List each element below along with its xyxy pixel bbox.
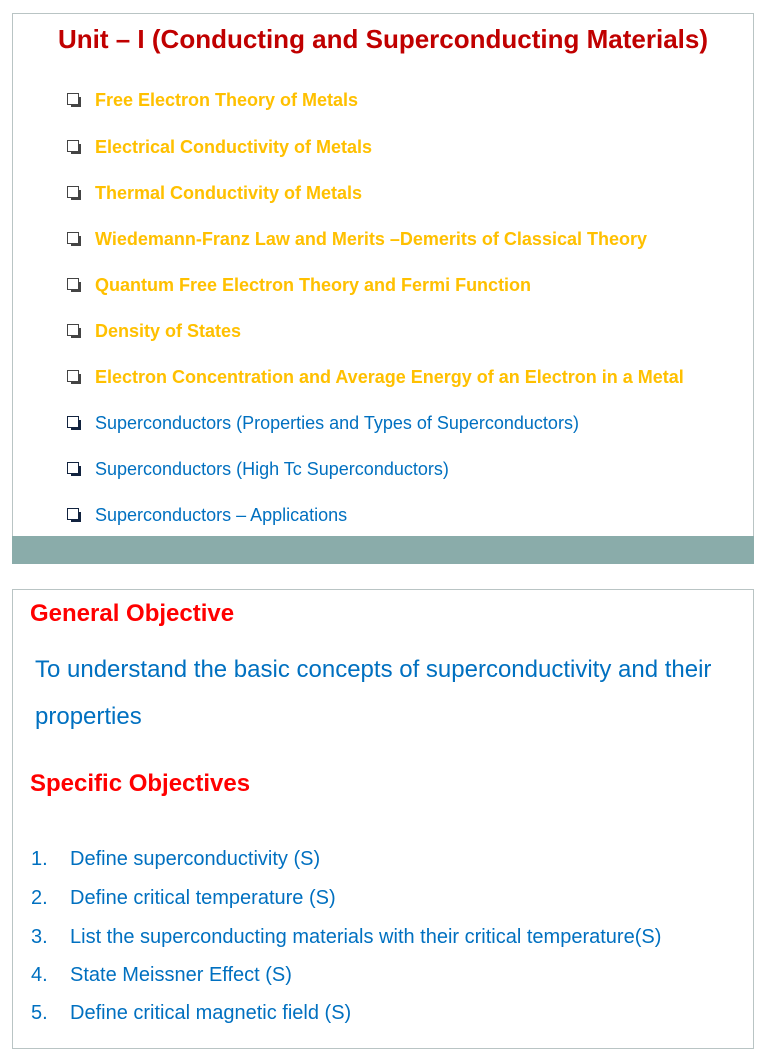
topic-label: Wiedemann-Franz Law and Merits –Demerits of Classical Theory bbox=[95, 229, 647, 249]
checkbox-bullet-icon bbox=[67, 93, 79, 105]
topic-label: Superconductors – Applications bbox=[95, 505, 348, 525]
item-number: 1. bbox=[31, 848, 48, 870]
topic-label: Free Electron Theory of Metals bbox=[95, 90, 359, 110]
checkbox-bullet-icon bbox=[67, 278, 79, 290]
item-number: 5. bbox=[31, 1002, 48, 1024]
checkbox-bullet-icon bbox=[67, 416, 79, 428]
checkbox-bullet-icon bbox=[67, 370, 79, 382]
checkbox-bullet-icon bbox=[67, 232, 79, 244]
checkbox-bullet-icon bbox=[67, 462, 79, 474]
item-number: 4. bbox=[31, 964, 48, 986]
topic-label: Density of States bbox=[95, 321, 242, 341]
item-text: Define critical temperature (S) bbox=[70, 887, 336, 909]
slide-title: Unit – I (Conducting and Superconducting Materials) bbox=[57, 24, 708, 54]
general-objective-text: To understand the basic concepts of superconductivity and their properties bbox=[35, 656, 712, 730]
specific-objectives-heading: Specific Objectives bbox=[30, 770, 251, 797]
topic-label: Quantum Free Electron Theory and Fermi Function bbox=[95, 275, 532, 295]
topic-label: Superconductors (High Tc Superconductors) bbox=[95, 459, 449, 479]
topic-label: Electrical Conductivity of Metals bbox=[95, 137, 373, 157]
item-text: List the superconducting materials with their critical temperature(S) bbox=[70, 926, 662, 948]
item-text: Define critical magnetic field (S) bbox=[70, 1002, 352, 1024]
topic-label: Superconductors (Properties and Types of Superconductors) bbox=[95, 413, 579, 433]
slide-unit-topics bbox=[12, 13, 754, 564]
item-number: 2. bbox=[31, 887, 48, 909]
general-objective-heading: General Objective bbox=[30, 600, 235, 627]
checkbox-bullet-icon bbox=[67, 324, 79, 336]
item-text: Define superconductivity (S) bbox=[70, 848, 321, 870]
checkbox-bullet-icon bbox=[67, 140, 79, 152]
slide-footer-bar bbox=[12, 536, 754, 564]
item-number: 3. bbox=[31, 926, 48, 948]
checkbox-bullet-icon bbox=[67, 508, 79, 520]
checkbox-bullet-icon bbox=[67, 186, 79, 198]
topic-label: Electron Concentration and Average Energy of an Electron in a Metal bbox=[95, 367, 684, 387]
item-text: State Meissner Effect (S) bbox=[70, 964, 292, 986]
slide-objectives bbox=[12, 589, 754, 1049]
topic-label: Thermal Conductivity of Metals bbox=[95, 183, 363, 203]
